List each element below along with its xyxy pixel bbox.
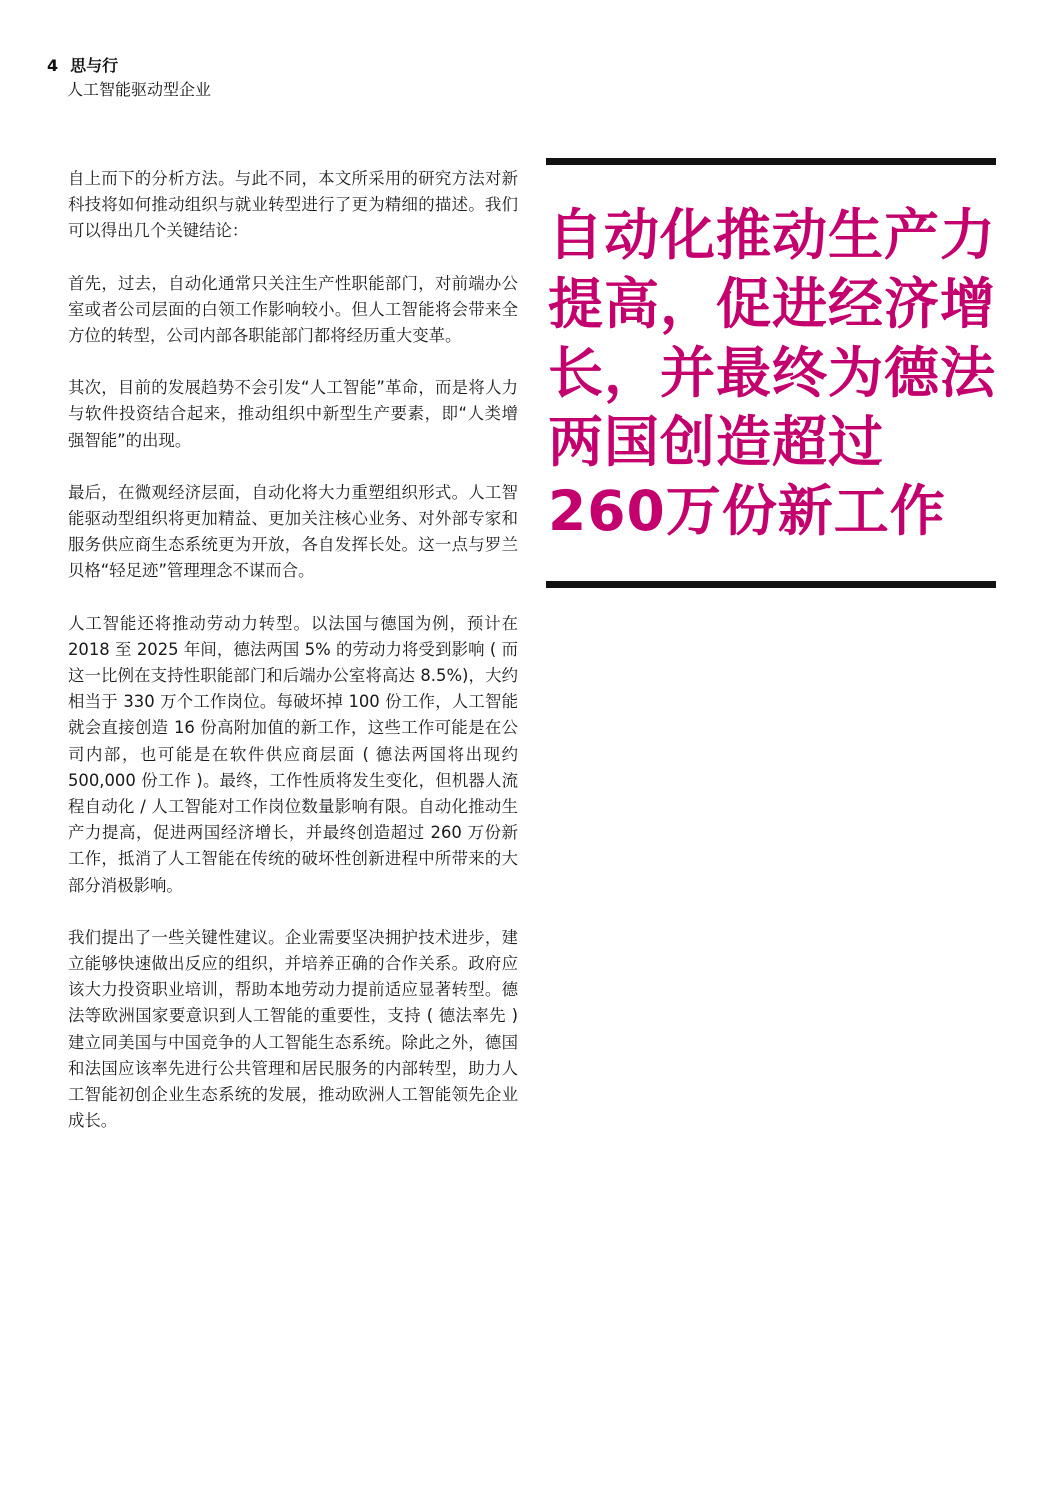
pull-quote-box — [546, 158, 996, 588]
paragraph-recommendations: 我们提出了一些关键性建议。企业需要坚决拥护技术进步，建立能够快速做出反应的组织，并培养正确的合作关系。政府应该大力投资职业培训，帮助本地劳动力提前适应显著转型。德法等欧洲国家要意识到人工智能的重要性，支持 ( 德法率先 ) 建立同美国与中国竞争的人工智能生态系统。除此之外，德国和法国应该率先进行公共管理和居民服务的内部转型，助力人工智能初创企业生态系统的发展，推动欧洲人工智能领先企业成长。 — [68, 927, 518, 1131]
section-title: 思与行 — [70, 56, 119, 75]
page-header — [47, 54, 211, 102]
pull-quote-text: 自动化推动生产力提高，促进经济增长，并最终为德法两国创造超过260万份新工作 — [548, 203, 997, 543]
header-line-primary — [47, 54, 211, 78]
paragraph-first: 首先，过去，自动化通常只关注生产性职能部门，对前端办公室或者公司层面的白领工作影响较小。但人工智能将会带来全方位的转型，公司内部各职能部门都将经历重大变革。 — [68, 273, 518, 346]
paragraph-second: 其次，目前的发展趋势不会引发“人工智能”革命，而是将人力与软件投资结合起来，推动组织中新型生产要素，即“人类增强智能”的出现。 — [68, 378, 518, 450]
document-title: 人工智能驱动型企业 — [67, 80, 212, 99]
body-text-column — [68, 166, 518, 1161]
paragraph-labor: 人工智能还将推动劳动力转型。以法国与德国为例，预计在 2018 至 2025 年间，德法两国 5% 的劳动力将受到影响 ( 而这一比例在支持性职能部门和后端办公室将高达 8.5%)，大约相当于 330 万个工作岗位。每破坏掉 100 份工作，人工智能就会直接创造 16 份高附加值的新工作，这些工作可能是在公司内部，也可能是在软件供应商层面 ( 德法两国将出现约 500,000 份工作 )。最终，工作性质将发生变化，但机器人流程自动化 / 人工智能对工作岗位数量影响有限。自动化推动生产力提高，促进两国经济增长，并最终创造超过 260 万份新工作，抵消了人工智能在传统的破坏性创新进程中所带来的大部分消极影响。 — [68, 613, 518, 895]
paragraph-last: 最后，在微观经济层面，自动化将大力重塑组织形式。人工智能驱动型组织将更加精益、更加关注核心业务、对外部专家和服务供应商生态系统更为开放，各自发挥长处。这一点与罗兰贝格“轻足迹”管理理念不谋而合。 — [68, 482, 518, 581]
page-number: 4 — [47, 56, 59, 75]
paragraph-intro: 自上而下的分析方法。与此不同，本文所采用的研究方法对新科技将如何推动组织与就业转型进行了更为精细的描述。我们可以得出几个关键结论： — [68, 169, 518, 241]
